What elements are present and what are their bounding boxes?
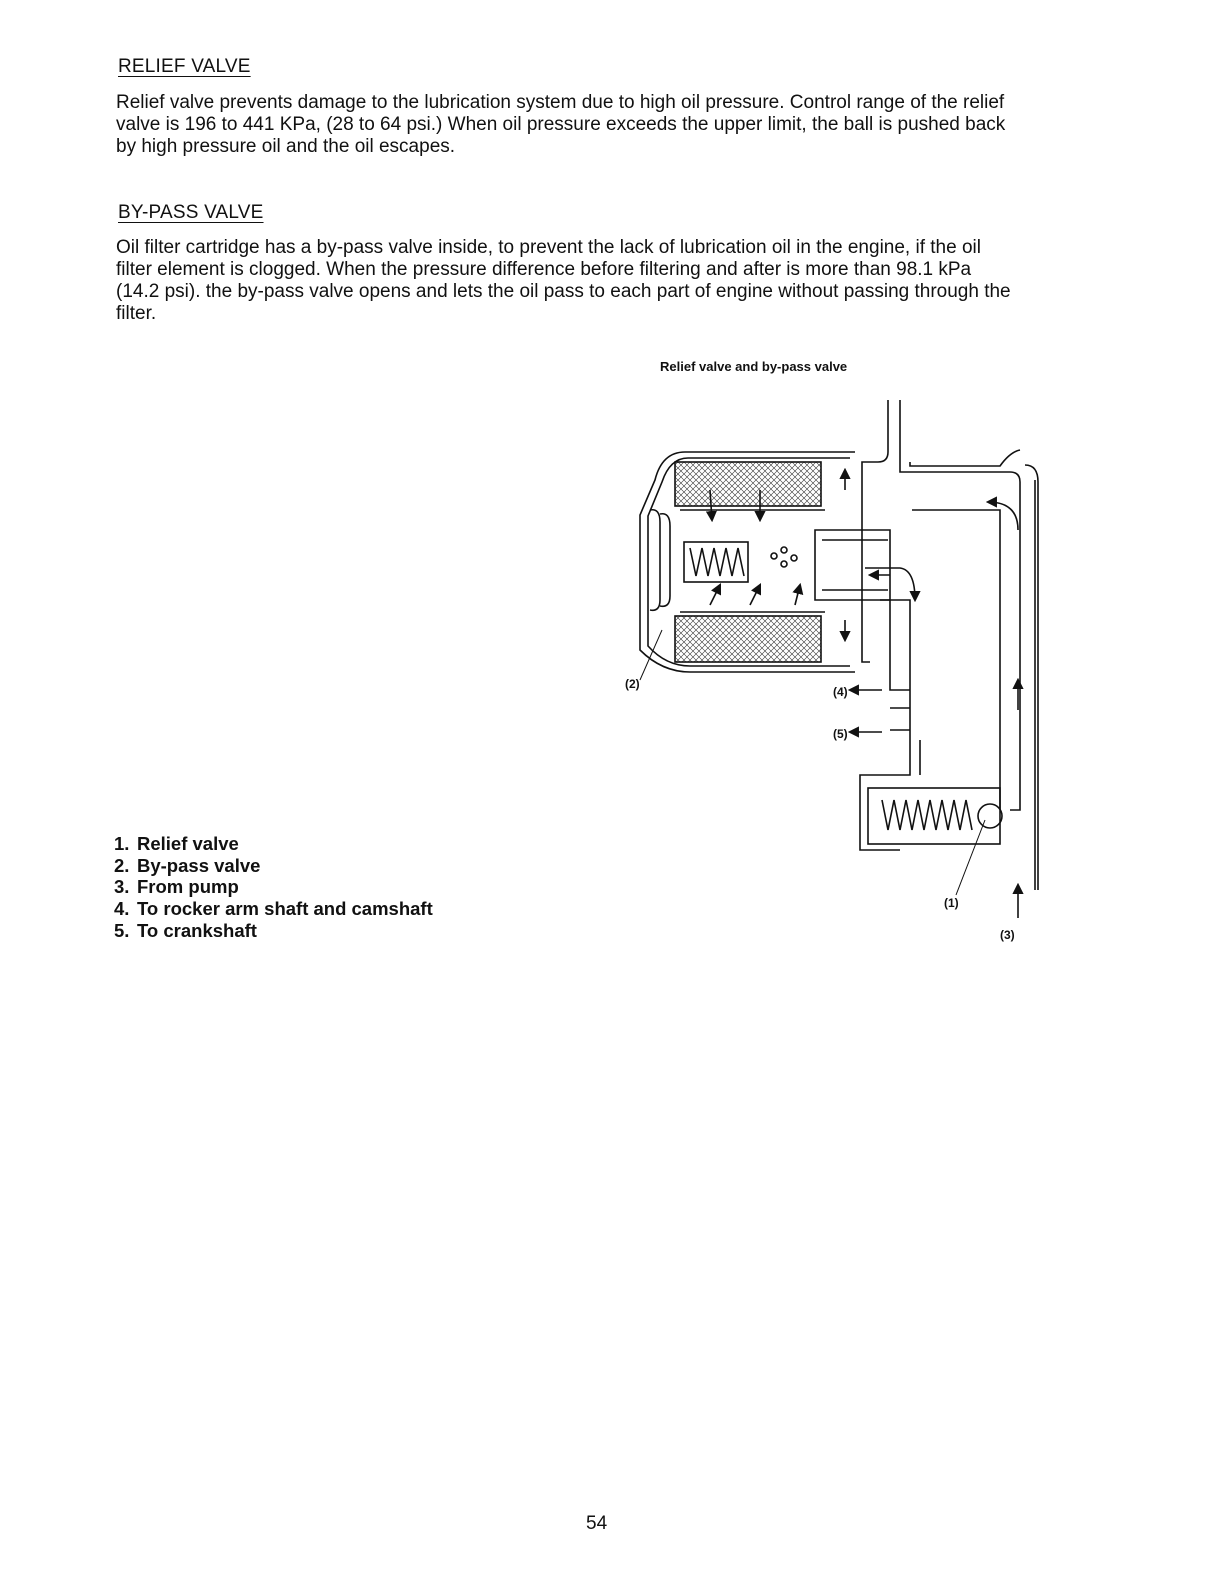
relief-valve-spring	[882, 800, 972, 830]
page-number: 54	[586, 1513, 608, 1534]
callout-5: (5)	[833, 727, 848, 741]
bypass-valve-heading: BY-PASS VALVE	[118, 202, 264, 223]
figure-caption: Relief valve and by-pass valve	[660, 359, 848, 374]
callout-4: (4)	[833, 685, 848, 699]
filter-element-bottom	[675, 616, 821, 662]
callout-1: (1)	[944, 896, 959, 910]
legend-item: 2. By-pass valve	[114, 854, 261, 876]
legend-item: 4. To rocker arm shaft and camshaft	[114, 898, 433, 920]
relief-valve-paragraph: Relief valve prevents damage to the lubrication system due to high oil pressure. Control range of the relief valve is 196 to 441 KPa, (28 to 64 psi.) When oil pressure exceeds the upper limit, the ball is pushed back by high pressure oil and the oil escapes.	[116, 92, 1006, 157]
filter-seal-ribs	[650, 510, 670, 611]
engine-block-passage	[862, 400, 1020, 810]
bypass-valve-paragraph: Oil filter cartridge has a by-pass valve inside, to prevent the lack of lubrication oil in the engine, if the oil filter element is clogged. When the pressure difference before filtering and after is more than 98.1 kPa (14.2 psi). the by-pass valve opens and lets the oil pass to each part of engine without passing through the filter.	[116, 237, 1011, 324]
filter-element-top	[675, 462, 821, 506]
callout-3: (3)	[1000, 928, 1015, 942]
bypass-spring	[690, 548, 744, 576]
relief-valve-heading: RELIEF VALVE	[118, 56, 251, 77]
legend-item: 3. From pump	[114, 876, 239, 898]
relief-valve-ball	[978, 804, 1002, 828]
legend-item: 5. To crankshaft	[114, 919, 257, 941]
legend-item: 1. Relief valve	[114, 833, 239, 854]
relief-bypass-valve-diagram	[600, 390, 1050, 950]
callout-2: (2)	[625, 677, 640, 691]
legend-list	[114, 833, 433, 942]
